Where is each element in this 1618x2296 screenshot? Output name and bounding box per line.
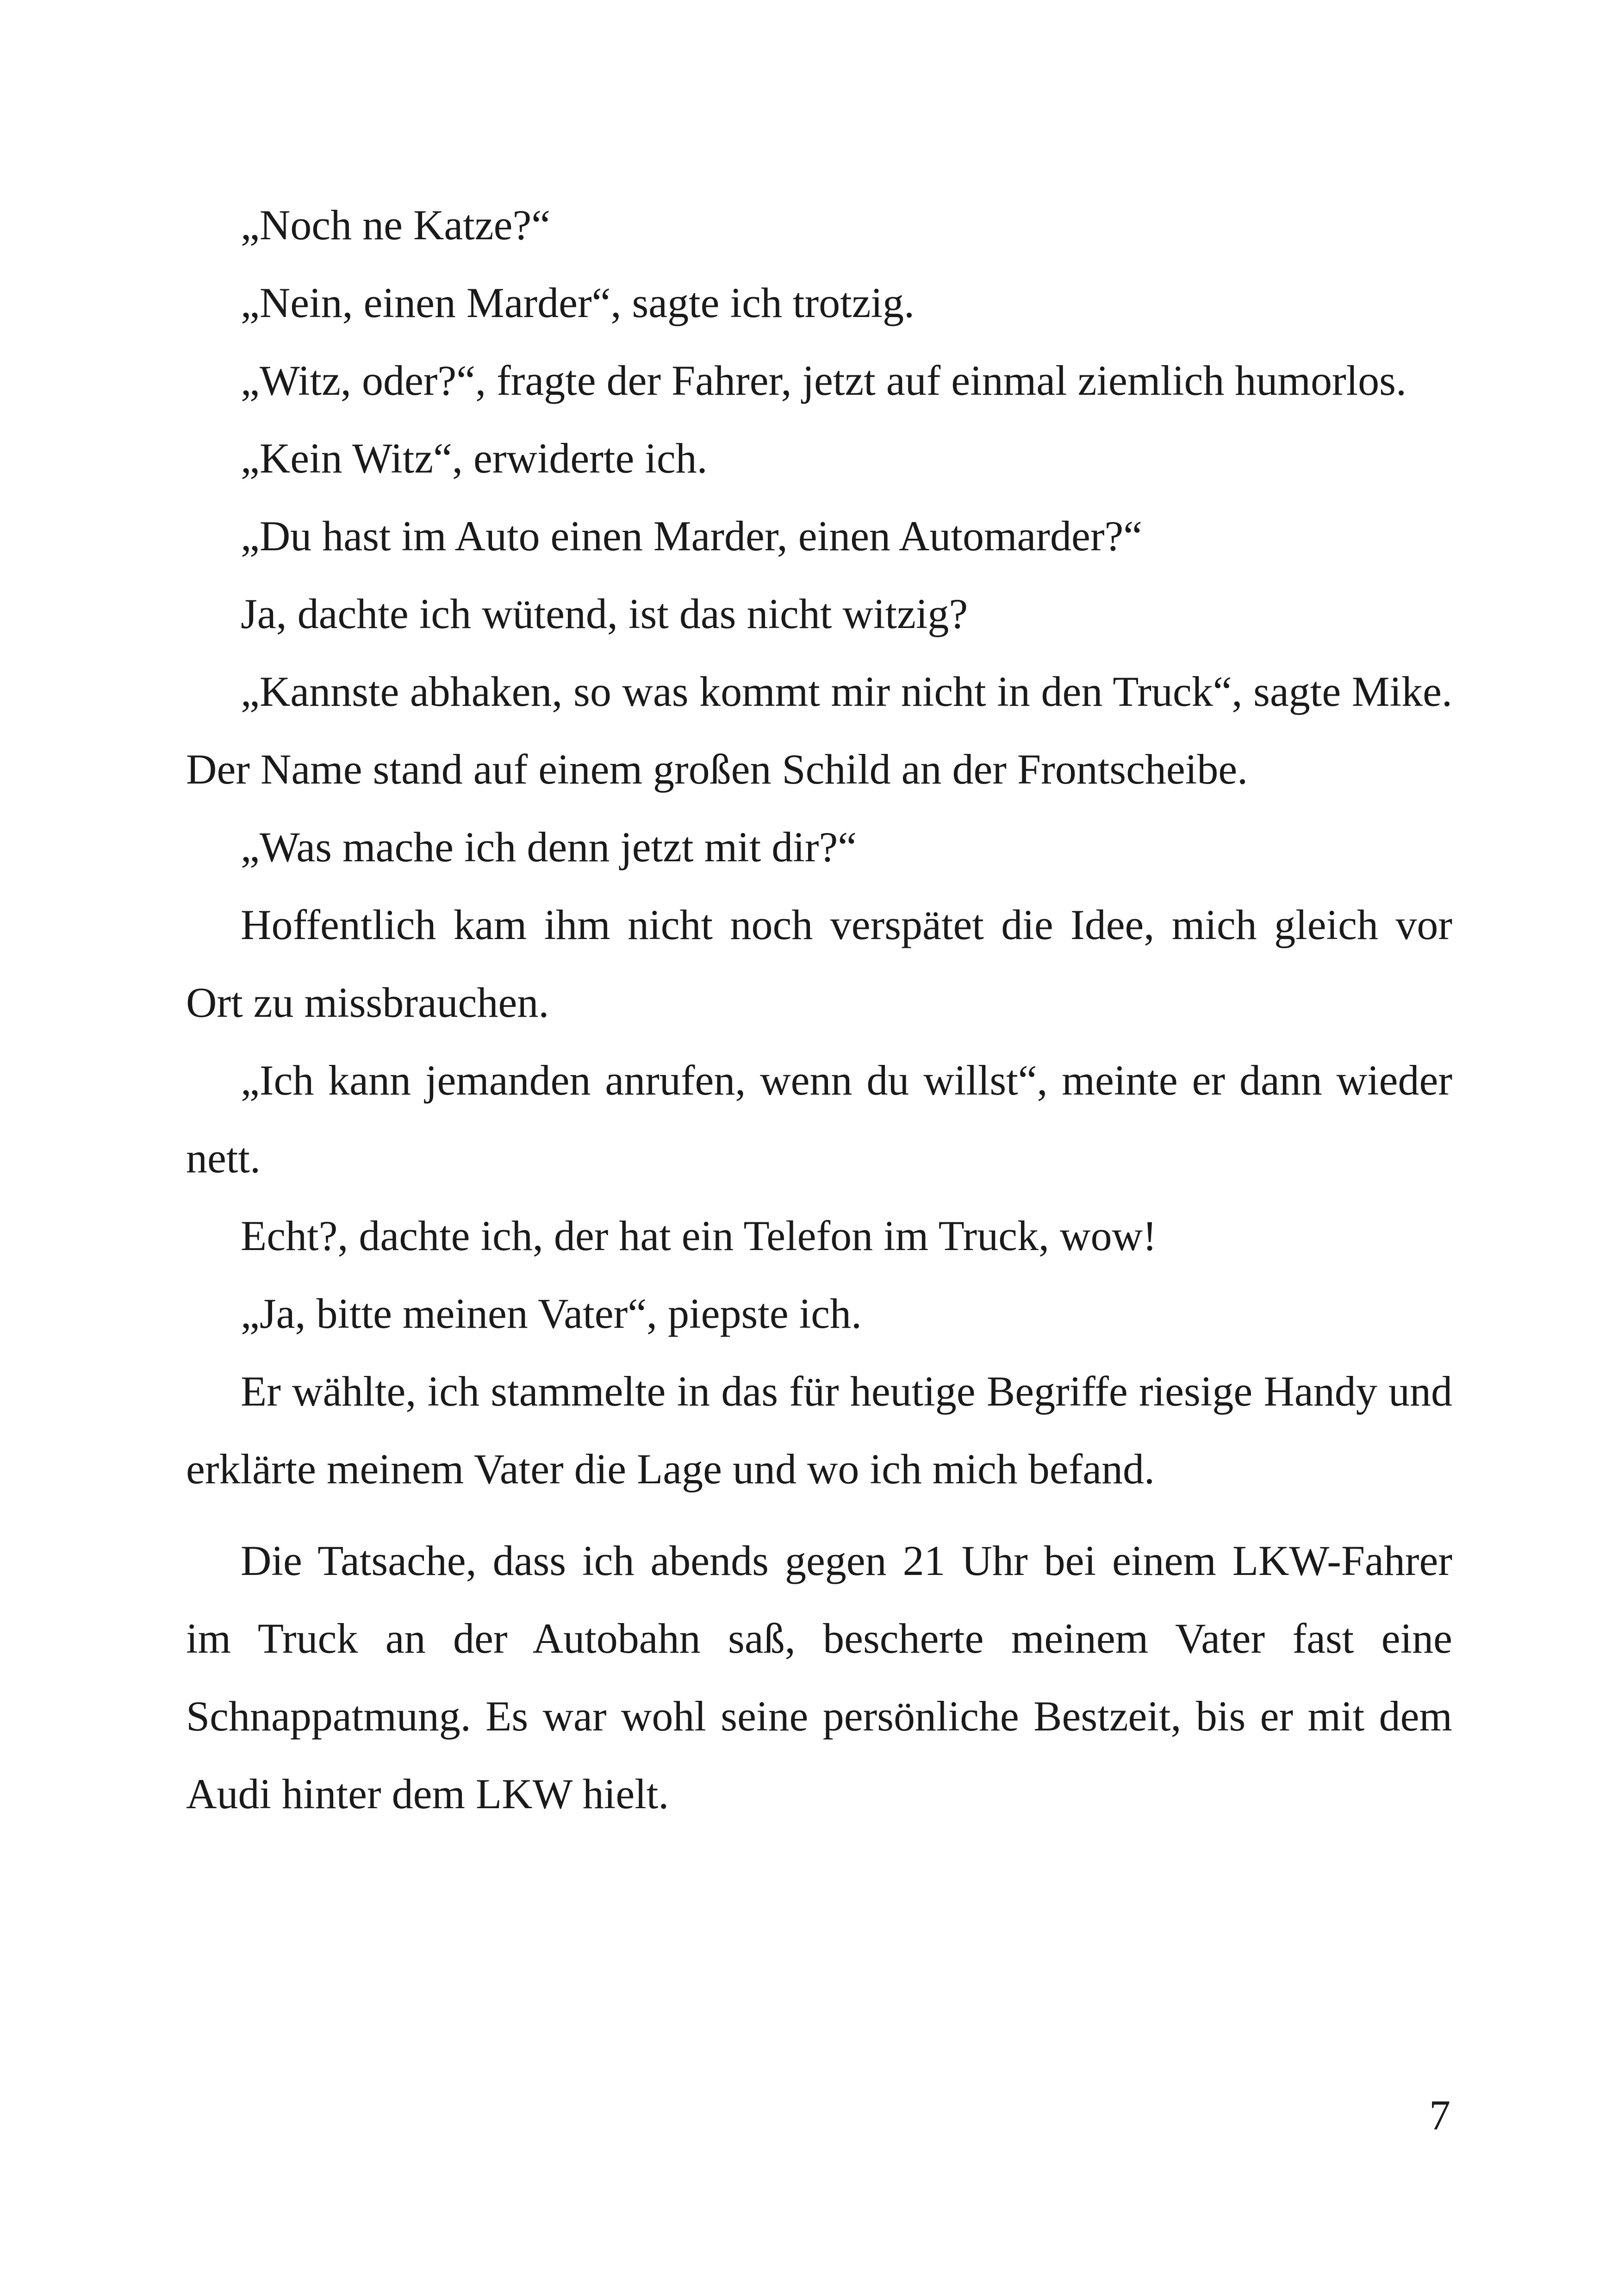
paragraph: „Ich kann jemanden anrufen, wenn du willst“, meinte er dann wieder nett. — [186, 1057, 1452, 1182]
paragraph: Hoffentlich kam ihm nicht noch verspätet die Idee, mich gleich vor Ort zu missbrauchen. — [186, 901, 1452, 1026]
paragraph: Die Tatsache, dass ich abends gegen 21 Uhr bei einem LKW-Fahrer im Truck an der Autobahn saß, bescherte meinem Vater fast eine Schnappatmung. Es war wohl seine persönliche Bestzeit, bis er mit dem Audi hinter dem LKW hielt. — [186, 1537, 1452, 1817]
paragraph: „Kannste abhaken, so was kommt mir nicht in den Truck“, sagte Mike. Der Name stand auf einem großen Schild an der Frontscheibe. — [186, 668, 1452, 793]
page-number: 7 — [1429, 2091, 1450, 2139]
paragraph: „Witz, oder?“, fragte der Fahrer, jetzt auf einmal ziemlich humorlos. — [241, 357, 1406, 404]
paragraph: Ja, dachte ich wütend, ist das nicht witzig? — [241, 590, 968, 637]
paragraph: „Kein Witz“, erwiderte ich. — [241, 435, 708, 482]
paragraph: Echt?, dachte ich, der hat ein Telefon im Truck, wow! — [241, 1212, 1157, 1259]
paragraph: „Noch ne Katze?“ — [241, 201, 551, 249]
paragraph: „Was mache ich denn jetzt mit dir?“ — [241, 823, 857, 871]
body-text — [186, 186, 1452, 1833]
paragraph: „Nein, einen Marder“, sagte ich trotzig. — [241, 279, 915, 326]
paragraph: „Du hast im Auto einen Marder, einen Automarder?“ — [241, 512, 1143, 560]
paragraph: „Ja, bitte meinen Vater“, piepste ich. — [241, 1290, 862, 1337]
paragraph: Er wählte, ich stammelte in das für heutige Begriffe riesige Handy und erklärte meinem Vater die Lage und wo ich mich befand. — [186, 1368, 1452, 1493]
